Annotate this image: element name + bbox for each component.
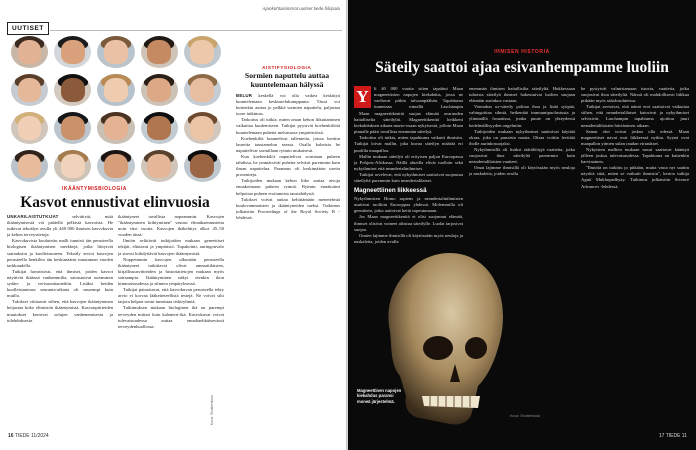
paragraph-text: Tarkoitus oli tutkia, miten oman kehon liikuttaminen vaikuttaa kuulemiseen. Tutkijat pyysivät koehenkilöitä kuuntelemaan puhetta meluisassa ympäristössä. xyxy=(236,117,340,135)
paragraph xyxy=(7,299,113,323)
paragraph-text: Tutkimuksen mukaan biologinen ikä on parempi terveyden mittari kuin kalenteri-ikä. Kasvokuvat voivat tulevaisuudessa auttaa ennaltaehkäisevässä terveydenhuollossa. xyxy=(118,305,224,329)
portrait-face xyxy=(18,78,42,101)
paragraph: Nykyihmisten Homo sapiens ja neandertalinihmisten asuttivat tuolloin Eurooppaa yhdessä. Molemmilla oli geenitieto, jotka auttoivat heitä sopeutumaan. xyxy=(354,196,463,214)
photo-credit-left: Kuva: Shutterstock xyxy=(210,395,214,426)
paragraph-text: Ilmiön selittävät tutkijoiden mukaan geneettiset tekijät, elintavat ja ympäristö. Tupakointi, auringonvalo ja stressi kiihdyttävät kasvojen ikääntymistä. xyxy=(118,238,224,256)
paragraph xyxy=(469,165,575,177)
paragraph xyxy=(374,86,463,111)
portrait-4 xyxy=(141,36,178,68)
paragraph: Tutkijat arvelevat, että nykyihmiset saattoivat suojautua säteilyltä paremmin kuin neandertalilaiset. xyxy=(354,171,463,184)
paragraph xyxy=(581,147,689,165)
article3-column-3 xyxy=(581,86,689,296)
portrait-13 xyxy=(97,112,134,144)
portrait-face xyxy=(147,78,171,101)
portrait-face xyxy=(190,116,214,139)
portrait-9 xyxy=(141,74,178,106)
folio-left xyxy=(8,433,49,439)
paragraph xyxy=(118,238,224,256)
paragraph xyxy=(581,129,689,147)
portrait-face xyxy=(18,40,42,63)
paragraph: Tarkoitus oli tutkia, miten tapahtuma vaikutti ihmisiin. Tutkijat loivat mallin, joka kuvaa säteilyn määrää eri puolilla maapalloa. xyxy=(354,135,463,153)
paragraph-text: Noppeimmin kasvojen ulkonäön perusteella ikääntyneet tutkittavat olivat ammattilaisten, kirjallisuusviitteiden ja historiatietojen mukaan myös sairaampia. Ikääntyminen näkyi etenkin ihon kimmoisuudessa ja silmien ympäryksessä. xyxy=(118,256,224,287)
article1-column-2 xyxy=(118,214,224,432)
paragraph xyxy=(469,86,575,104)
paragraph-text: Omat lajimme ihmisillä oli käytössään myös neuloja ja naskaleita, joiden avulla xyxy=(469,165,575,177)
faces-grid xyxy=(11,36,221,182)
photo-credit-right: Kuva: Shutterstock xyxy=(510,414,541,418)
portrait-6 xyxy=(11,74,48,106)
right-page xyxy=(348,0,696,450)
paragraph xyxy=(236,117,340,135)
lead-in: UNKARILAISTUTKIJAT xyxy=(7,214,59,219)
portrait-14 xyxy=(141,112,178,144)
skull-caption: Magneettinen napojen kiekahdus paransi moneä järjestelmä. xyxy=(357,388,402,404)
portrait-face xyxy=(190,154,214,177)
paragraph xyxy=(236,154,340,178)
folio-right xyxy=(659,433,687,439)
portrait-face xyxy=(61,154,85,177)
paragraph-text: "Ilmiötä on tutkittu jo pitkään, mutta vasta nyt saatiin näyttöä siitä, miten se vaikutti ihmisiin", kertoo tutkija Agnit Mukhopadhyay. Tutkimus julkaistiin Science Advances -lehdessä. xyxy=(581,165,689,189)
article1-kicker: IKÄÄNTYMISBIOLOGIA xyxy=(62,186,127,192)
portrait-11 xyxy=(11,112,48,144)
article3-kicker: IHMISEN HISTORIA xyxy=(494,49,550,55)
portrait-12 xyxy=(54,112,91,144)
paragraph xyxy=(118,257,224,287)
article3-column-1-top xyxy=(374,86,463,111)
section-label: UUTISET xyxy=(7,22,49,35)
paragraph xyxy=(469,104,575,128)
paragraph xyxy=(236,197,340,221)
portrait-face xyxy=(18,154,42,177)
paragraph xyxy=(236,178,340,196)
portrait-20 xyxy=(184,150,221,182)
paragraph-text: Voimakas uv-säteily polttaa ihoa ja lisää syöpää, vahingoittaa silmiä, heikentää immuunipuolustusta ja ylimmällä fosaatissa, jonka puute on yhteydessä hedelmällisyyden ongelmiin. xyxy=(469,104,575,128)
paragraph xyxy=(236,93,340,117)
paragraph-text: Kasvokuvista koulutettu malli tunnisti iän perusteella biologisen ikääntymisen merkkejä, jotka liittyivät sairauksiin ja kuolleisuuteen. Tekoäly arvioi kasvojen perusteella henkilön iän keskimäärin muutaman vuoden tarkkuudella. xyxy=(7,238,113,268)
portrait-16 xyxy=(11,150,48,182)
portrait-face xyxy=(147,154,171,177)
paragraph-text: Nykyisten mallien mukaan navat saattavat kääntyä jälleen joskus tulevaisuudessa. Tapahtuma on kuitenkin harvinainen. xyxy=(581,146,689,165)
portrait-1 xyxy=(11,36,48,68)
paragraph-text: keskellä voi olla vaikea keskittyä kuuntelemaan keskustelukumppania. Tässä voi kuitenkin auttaa jo pelkkä sormien naputtelu, paljastaa tuore tutkimus. xyxy=(236,93,340,117)
portrait-face xyxy=(104,40,128,63)
skull-illustration xyxy=(360,236,510,436)
portrait-10 xyxy=(184,74,221,106)
paragraph-text: li 40 000 vuotta sitten tapahtui Maan magneettisten napojen kiekahdus, jossa ne vaeltavat pitkin taivaanpäähän. Tapahtuma tunnetaan nimellä Laschampin xyxy=(374,86,463,110)
paragraph-text: Tutkijat painottavat, että kasvokuvan perusteella tehty arvio ei korvaa lääketieteellisiä testejä. Ne voivat silti tarjota helpon tavan tunnistaa riskiryhmiä. xyxy=(118,287,224,305)
header-line: Ajankohtaisimmat uutiset tiede.fi/kipalu xyxy=(262,6,340,11)
portrait-face xyxy=(61,116,85,139)
paragraph xyxy=(118,287,224,305)
portrait-face xyxy=(61,78,85,101)
portrait-face xyxy=(147,116,171,139)
folio-right-title: TIEDE 11 xyxy=(665,433,687,439)
paragraph: Jos Maan magneettikenttä ei olisi suojannut elämää, ihmiset olisivat voineet altistua säteilylle. Luolat tarjosivat suojaa. xyxy=(354,214,463,232)
paragraph-text: Koehenkilöt kuuntelivat tallenteita, joissa luettiin lauseita taustamelun seassa. Osalla kokeista he naputtelivat sormillaan rytmin mukaisesti. xyxy=(236,135,340,153)
skull-shape xyxy=(388,253,503,425)
paragraph-text: he pystyivät valmistamaan istuvia, vaatteita, jotka suojasivat ihoa säteilyltä. Näissä oli mahdollisesti liikkua pitkään myös sääolosuhteissa. xyxy=(581,86,689,104)
portrait-face xyxy=(104,78,128,101)
folio-left-number: 16 xyxy=(8,433,14,439)
portrait-face xyxy=(18,116,42,139)
paragraph xyxy=(581,86,689,104)
portrait-face xyxy=(104,154,128,177)
paragraph xyxy=(7,214,113,238)
paragraph-text: Samat olot voivat joskus olla edessä. Maan magneettiset navat ovat liikkeessä nytkin. Syynä ovat maapallon ytimen sulan raudan virtaukset. xyxy=(581,128,689,146)
paragraph xyxy=(469,129,575,147)
paragraph xyxy=(581,165,689,189)
lead-in: BELUR xyxy=(236,93,253,98)
portrait-3 xyxy=(97,36,134,68)
paragraph xyxy=(581,104,689,128)
portrait-17 xyxy=(54,150,91,182)
paragraph xyxy=(469,147,575,165)
page-gutter xyxy=(346,0,350,450)
article2-kicker: AISTIFYSIOLOGIA xyxy=(262,66,312,71)
portrait-face xyxy=(104,116,128,139)
portrait-15 xyxy=(184,112,221,144)
portrait-2 xyxy=(54,36,91,68)
portrait-face xyxy=(190,78,214,101)
paragraph: Mallin mukaan säteilyä oli erityisen paljon Euroopassa ja Pohjois-Afrikassa. Näillä alueilla elivät tuolloin sekä nykyihmiset että neandertalinihmiset. xyxy=(354,153,463,171)
article2-title: Sormien naputtelu auttaa kuuntelemaan hälyssä xyxy=(244,71,330,89)
article1-column-1 xyxy=(7,214,113,432)
portrait-face xyxy=(190,40,214,63)
section-rule xyxy=(50,30,342,31)
portrait-7 xyxy=(54,74,91,106)
paragraph-text: enemmän ihmisen haitallisilta säteilyltä. Hukkessaan tuhoisia säteilyä ihmiset hakeutuivat luolien suojaan elämään aurinkoa vastaan. xyxy=(469,86,575,104)
portrait-18 xyxy=(97,150,134,182)
paragraph-text: Nykyihmisillä oli lisäksi räätälöityjä vaatteita, jotka suojasivat ihoa säteilyltä paremmin kuin neandertalilaisten vaatteet. xyxy=(469,146,575,165)
paragraph xyxy=(7,238,113,268)
paragraph-text: Tutkijat havaitsivat, että ihmiset, joiden kasvot näyttivät ikäänsä vanhemmilta, sairastuivat useammin sydän- ja verisuonitauteihin. Lisäksi heidän kuolleisuutensa seuranta-aikana oli suurempi kuin muilla. xyxy=(7,268,113,299)
article3-column-1 xyxy=(354,111,463,251)
paragraph-text: Tutkijoiden mukaan nykyihmiset saattoivat käyttää okraa, joka on punaista maata. Okraa voitiin levittää iholle aurinkosuojaksi. xyxy=(469,128,575,146)
paragraph xyxy=(118,214,224,238)
paragraph-text: Tutkijat arvioivat, että nämä erot saattoivat vaikuttaa siihen, että neandertalilaiset katosivat ja nykyihmiset selvisivät. Laschampin tapahtuma ajoittuu juuri neandertalilaisten häviämisen aikaan. xyxy=(581,104,689,128)
folio-right-number: 17 xyxy=(658,433,665,439)
paragraph xyxy=(7,269,113,299)
folio-left-title: TIEDE 11/2024 xyxy=(14,433,49,439)
portrait-5 xyxy=(184,36,221,68)
paragraph: Maan magneettikenttä suojaa elämää avaruuden haitalliselta säteilyltä. Magneettikenttä heikkeni kiekahduksen aikana murto-osaan nykyisestä, jolloin Maan pinnalle pääsi tavallista enemmän säteilyä. xyxy=(354,111,463,135)
paragraph xyxy=(236,136,340,154)
paragraph xyxy=(118,305,224,329)
portrait-face xyxy=(147,40,171,63)
paragraph: Omien lajimme ihmisillä oli käytössään myös neuloja ja naskaleita, joiden avulla xyxy=(354,232,463,244)
paragraph-text: ikääntyneet tavallista nopeammin. Kasvojen "ikääntyminen kiihtyminen" vastasi elinaikaennustetta noin viisi vuotta. Kasvojen ikäkehitys alkoi 45–50 vuoden iässä. xyxy=(118,214,224,238)
article2-column xyxy=(236,93,340,433)
paragraph-text: selvittivät, mitä ikääntymisestä voi päätellä pelkistä kasvoista. He tutkivat tekoälyn avulla yli 440 000 ihmisen kasvokuvia ja kehon terveystietoja. xyxy=(7,214,113,238)
paragraph-text: Tutkijoiden mukaan kehon liike auttaa aivoja ennakoimaan puheen rytmiä. Rytmin ennakointi helpottaa puheen erottamista taustahälystä. xyxy=(236,178,340,196)
paragraph-text: Tulokset viittaavat siihen, että kasvojen ikääntyminen heijastaa koko elimistön ikääntymistä. Kasvonpiirteiden muutokset kertovat solujen vanhenemisesta ja tulehduksesta. xyxy=(7,299,113,323)
article1-title: Kasvot ennustivat elinvuosia xyxy=(20,194,210,211)
dropcap: Y xyxy=(354,86,371,108)
portrait-19 xyxy=(141,150,178,182)
portrait-8 xyxy=(97,74,134,106)
paragraph-text: Tulokset voivat auttaa kehittämään menetelmiä kuulovammaisten ja ikääntyneiden tueksi. Tutkimus julkaistiin Proceedings of the Royal Society B -lehdessä. xyxy=(236,196,340,220)
article3-title: Säteily saattoi ajaa esivanhempamme luoliin xyxy=(375,59,669,76)
paragraph-text: Kun koehenkilöt naputtelivat sormiaan puheen tahdissa, he ymmärsivät puhetta selvästi paremmin kuin ilman naputtelua. Parannus oli keskimäärin useita prosentteja. xyxy=(236,153,340,178)
portrait-face xyxy=(61,40,85,63)
subheading: Magneettiinen liikkeessä xyxy=(354,187,427,195)
